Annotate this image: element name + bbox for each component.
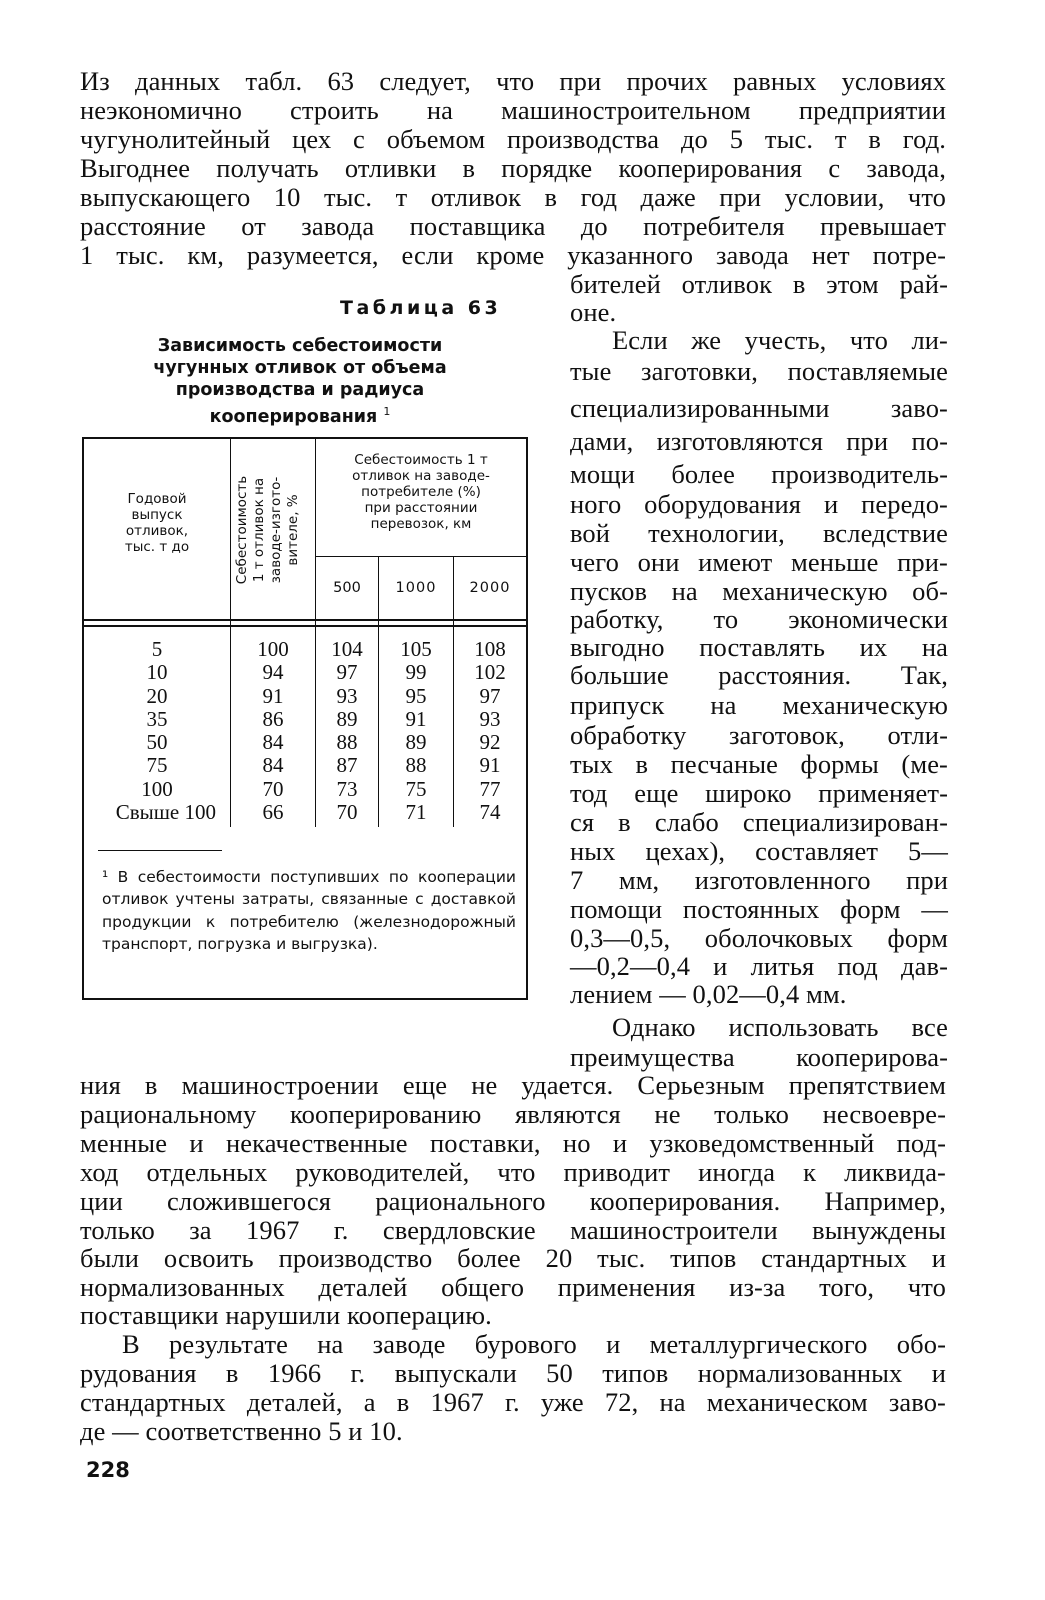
text-line: работку, то экономически xyxy=(570,604,948,634)
table-cell: 94 xyxy=(262,660,284,685)
text-line: 1 тыс. км, разумеется, если кроме указанного завода нет потре- xyxy=(80,240,946,270)
table-cell: 108 xyxy=(474,637,506,661)
table-cell: 100 xyxy=(257,637,289,661)
table-cell: 89 xyxy=(405,730,427,755)
text-line: Из данных табл. 63 следует, что при прочих равных условиях xyxy=(80,66,946,96)
text-line: де — соответственно 5 и 10. xyxy=(80,1416,403,1446)
table-cell: 93 xyxy=(479,706,501,731)
text-line: припуск на механическую xyxy=(570,690,948,720)
table-cell: 77 xyxy=(479,776,501,801)
text-line: ных цехах), составляет 5— xyxy=(570,836,948,866)
table-cell: 71 xyxy=(405,800,427,825)
table-cell: 92 xyxy=(479,730,501,755)
text-line: помощи постоянных форм — xyxy=(570,894,948,924)
table-cell: 105 xyxy=(400,637,432,661)
table-bottom-rule xyxy=(82,998,527,1000)
page-number: 228 xyxy=(86,1458,130,1482)
table-cell: 74 xyxy=(479,800,501,825)
table-cell: 91 xyxy=(479,753,501,778)
table-cell: 86 xyxy=(262,706,284,731)
text-line: 0,3—0,5, оболочковых форм xyxy=(570,923,948,953)
text-line: лением — 0,02—0,4 мм. xyxy=(570,979,847,1009)
text-line: только за 1967 г. свердловские машиностроители вынуждены xyxy=(80,1215,946,1245)
table-cell: 97 xyxy=(479,683,501,708)
column-header-1000: 1000 xyxy=(395,580,437,596)
text-line: Если же учесть, что ли- xyxy=(612,325,948,355)
text-line: рудования в 1966 г. выпускали 50 типов нормализованных и xyxy=(80,1358,946,1388)
table-cell: 75 xyxy=(146,753,168,778)
text-line: оне. xyxy=(570,297,617,327)
table-cell: 97 xyxy=(336,660,358,685)
column-1000-values xyxy=(379,638,453,824)
table-cell: 88 xyxy=(336,730,358,755)
column-header-output: Годовой выпуск отливок, тыс. т до xyxy=(124,491,190,555)
table-cell: 89 xyxy=(336,706,358,731)
text-line: дами, изготовляются при по- xyxy=(570,426,948,456)
table-footnote: ¹ В себестоимости поступивших по кооперации отливок учтены затраты, связанные с доставкой продукции к потребителю (железнодорожный транспорт, погрузка и выгрузка). xyxy=(102,868,516,953)
text-line: преимущества кооперирова- xyxy=(570,1042,948,1072)
column-own-cost-values xyxy=(231,638,315,824)
table-cell: 70 xyxy=(262,776,284,801)
text-line: бителей отливок в этом рай- xyxy=(570,269,948,299)
text-line: вой технологии, вследствие xyxy=(570,518,948,548)
text-line: были освоить производство более 20 тыс. типов стандартных и xyxy=(80,1243,946,1273)
table-cell: 5 xyxy=(151,637,163,661)
text-line: чугунолитейный цех с объемом производства до 5 тыс. т в год. xyxy=(80,124,946,154)
table-title: Зависимость себестоимости чугунных отливок от объема производства и радиуса кооперирования $^1$ xyxy=(153,336,447,427)
column-500-values xyxy=(316,638,378,824)
text-line: ся в слабо специализирован- xyxy=(570,807,948,837)
column-header-2000: 2000 xyxy=(469,580,511,596)
text-line: тые заготовки, поставляемые xyxy=(570,356,948,386)
text-line: поставщики нарушили кооперацию. xyxy=(80,1300,492,1330)
text-line: неэкономично строить на машиностроительном предприятии xyxy=(80,95,946,125)
text-line: стандартных деталей, а в 1967 г. уже 72, на механическом заво- xyxy=(80,1387,946,1417)
text-line: Выгоднее получать отливки в порядке кооперирования с завода, xyxy=(80,153,946,183)
table-cell: Свыше 100 xyxy=(115,800,216,825)
text-line: выгодно поставлять их на xyxy=(570,632,948,662)
table-header-rule xyxy=(82,625,527,627)
group-header-rule xyxy=(315,556,527,557)
table-cell: 20 xyxy=(146,683,168,708)
table-cell: 87 xyxy=(336,753,358,778)
table-top-rule xyxy=(82,437,527,439)
table-cell: 100 xyxy=(141,776,173,801)
table-cell: 75 xyxy=(405,776,427,801)
table-cell: 10 xyxy=(146,660,168,685)
text-line: выпускающего 10 тыс. т отливок в год даже при условии, что xyxy=(80,182,946,212)
column-output-values xyxy=(90,638,224,824)
column-2000-values xyxy=(454,638,526,824)
table-label: Таблица 63 xyxy=(340,297,502,319)
column-header-own-cost: Себестоимость 1 т отливок на заводе-изгото- вителе, % xyxy=(234,475,301,585)
text-line: Однако использовать все xyxy=(612,1012,948,1042)
footnote-mark: 1 xyxy=(383,405,391,418)
table-cell: 84 xyxy=(262,753,284,778)
column-header-500: 500 xyxy=(333,580,361,596)
footnote-rule xyxy=(98,850,222,851)
table-header-rule xyxy=(82,619,527,621)
table-cell: 104 xyxy=(331,637,363,661)
text-line: ния в машиностроении еще не удается. Серьезным препятствием xyxy=(80,1070,946,1100)
table-cell: 50 xyxy=(146,730,168,755)
table-cell: 70 xyxy=(336,800,358,825)
table-cell: 35 xyxy=(146,706,168,731)
table-cell: 91 xyxy=(262,683,284,708)
table-cell: 102 xyxy=(474,660,506,685)
text-line: ного оборудования и передо- xyxy=(570,489,948,519)
table-left-border xyxy=(82,437,84,1000)
table-cell: 95 xyxy=(405,683,427,708)
text-line: расстояние от завода поставщика до потребителя превышает xyxy=(80,211,946,241)
text-line: большие расстояния. Так, xyxy=(570,660,948,690)
table-cell: 93 xyxy=(336,683,358,708)
text-line: ции сложившегося рационального кооперирования. Например, xyxy=(80,1186,946,1216)
table-cell: 66 xyxy=(262,800,284,825)
text-line: В результате на заводе бурового и металлургического обо- xyxy=(122,1329,946,1359)
text-line: тых в песчаные формы (ме- xyxy=(570,749,948,779)
text-line: чего они имеют меньше при- xyxy=(570,547,948,577)
text-line: нормализованных деталей общего применения из-за того, что xyxy=(80,1272,946,1302)
text-line: тод еще широко применяет- xyxy=(570,778,948,808)
table-cell: 73 xyxy=(336,776,358,801)
text-line: ход отдельных руководителей, что приводит иногда к ликвида- xyxy=(80,1157,946,1187)
table-cell: 99 xyxy=(405,660,427,685)
text-line: пусков на механическую об- xyxy=(570,576,948,606)
table-cell: 84 xyxy=(262,730,284,755)
table-cell: 91 xyxy=(405,706,427,731)
text-line: менные и некачественные поставки, но и узковедомственный под- xyxy=(80,1128,946,1158)
table-cell: 88 xyxy=(405,753,427,778)
text-line: обработку заготовок, отли- xyxy=(570,720,948,750)
table-right-border xyxy=(526,437,528,1000)
text-line: —0,2—0,4 и литья под дав- xyxy=(570,951,948,981)
text-line: специализированными заво- xyxy=(570,393,948,423)
text-line: 7 мм, изготовленного при xyxy=(570,865,948,895)
column-group-header-consumer-cost: Себестоимость 1 т отливок на заводе- потребителе (%) при расстоянии перевозок, км xyxy=(352,452,490,532)
text-line: мощи более производитель- xyxy=(570,459,948,489)
text-line: рациональному кооперированию являются не только несвоевре- xyxy=(80,1099,946,1129)
